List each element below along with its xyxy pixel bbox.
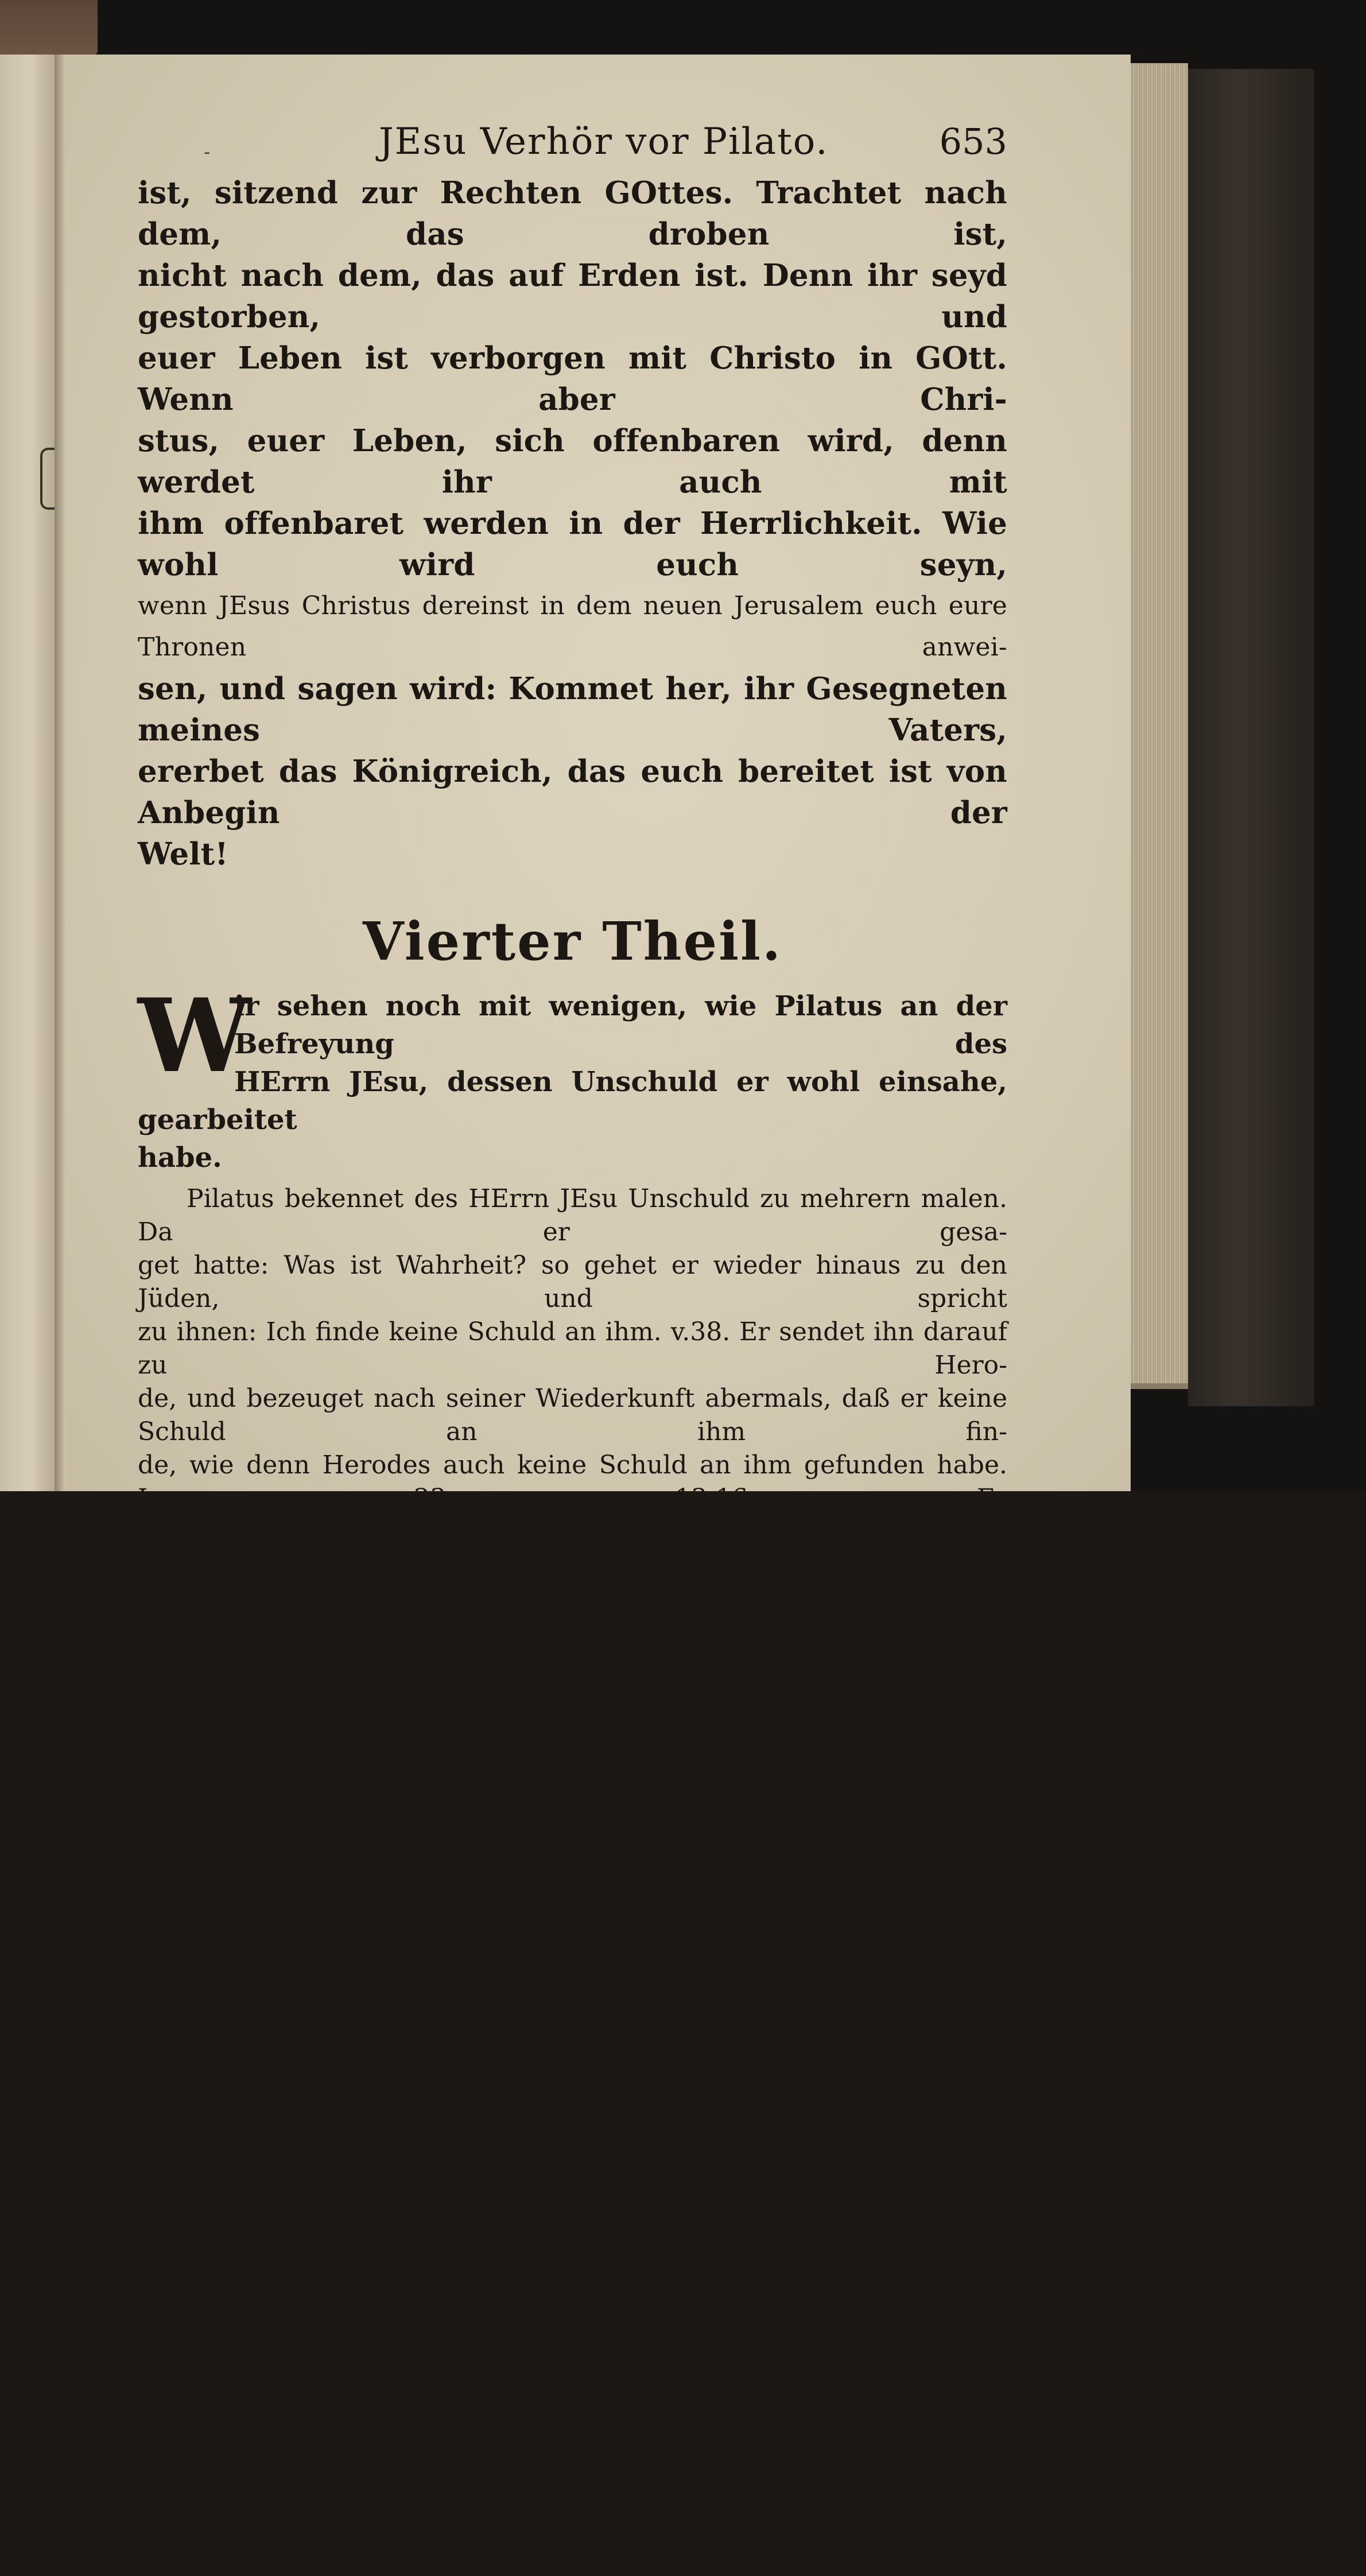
text-line: HErrn JEsu, dessen Unschuld er wohl einsahe, gearbeitet [138, 1066, 1007, 1136]
page-gutter [55, 55, 66, 1491]
text-line: So muß dann Pilatus mit diesem Zeugnisse, welches er ungezwungen und [138, 2058, 1007, 2120]
page-text [138, 109, 1007, 2576]
section-summary [138, 976, 1007, 1177]
text-line: ihm offenbaret werden in der Herrlichkeit. Wie wohl wird euch seyn, [138, 506, 1007, 583]
back-cover [1188, 69, 1314, 1406]
text-line: Gewichte. Denn es leget dasselbe ab der Richter; nach Untersuchung der an- [138, 1817, 1007, 1879]
text-line: de, und bezeuget nach seiner Wiederkunft abermals, daß er keine Schuld an ihm fin- [138, 1384, 1007, 1446]
catchword: nem [942, 2530, 1007, 2565]
text-line: Welt! [138, 836, 228, 872]
page-stack-edge [1131, 63, 1188, 1389]
header-mark: - [204, 141, 211, 164]
text-line: sen, und sagen wird: Kommet her, ihr Gesegneten meines Vaters, [138, 671, 1007, 748]
text-line: derer Jüden, welcher JEsum zum Tode bereits verurtheilet hatte, und ihn zum [138, 1950, 1007, 2012]
text-line: schuld Matth. 27, 23. Endlich spricht er: Ich bin unschuldig an dem [138, 1717, 1007, 1746]
page-header [138, 109, 1007, 172]
text-line: Pilatus bekennet des HErrn JEsu Unschuld zu mehrern malen. Da er gesa- [138, 1184, 1007, 1247]
text-line: ir sehen noch mit wenigen, wie Pilatus an der Befreyung des [234, 990, 1007, 1060]
text-line: de willen zerschlagen worden, wie Jesaias diß zuvor durch den Geist GOt- [138, 2324, 1007, 2387]
text-line: stus, euer Leben, sich offenbaren wird, denn werdet ihr auch mit [138, 423, 1007, 500]
text-line: de, wie denn Herodes auch keine Schuld an ihm gefunden habe. Luc. 23, 13-16. Er [138, 1450, 1007, 1513]
text-line: wenn JEsus Christus dereinst in dem neuen Jerusalem euch eure Thronen anwei- [138, 591, 1007, 662]
left-cover-corner [0, 0, 98, 55]
text-line: nicht nach dem, das auf Erden ist. Denn ihr seyd gestorben, und [138, 258, 1007, 335]
text-line: ererbet das Königreich, das euch bereitet ist von Anbegin der [138, 754, 1007, 831]
signature-mark: Nnnn 3 [591, 2530, 744, 2569]
text-line: creutziget ihn; denn ich finde keine Schuld an ihm Joh. 19, 6. Er fragt: [138, 1584, 1007, 1646]
text-line: sondern um unserer Missethat willen verwundet und um unserer Sün- [138, 2257, 1007, 2320]
text-line: ist, sitzend zur Rechten GOttes. Trachtet nach dem, das droben ist, [138, 175, 1007, 252]
text-line: aus dem Triebe seines Gewissens ableget, bestätigen, daß JEsus sey das un- [138, 2124, 1007, 2187]
text-line: Tode gebracht wissen wolte. [138, 2016, 503, 2046]
text-line: get hatte: Was ist Wahrheit? so gehet er wieder hinaus zu den Jüden, und spricht [138, 1251, 1007, 1313]
text-line: habe. [138, 1142, 222, 1174]
text-line: schuldige und unbefleckte Lamm GOttes, und daß er nicht um seiner eignen, [138, 2191, 1007, 2253]
intro-paragraph [138, 172, 1007, 875]
text-line: euer Leben ist verborgen mit Christo in GOtt. Wenn aber Chri- [138, 340, 1007, 417]
drop-cap: W [138, 976, 251, 1095]
text-line: Heyland hat gebüsset alle unsere Sünden-Schulden, und hat mit sei- [138, 2457, 1007, 2520]
page-footer [138, 2530, 1007, 2576]
running-title: JEsu Verhör vor Pilato. [379, 121, 829, 163]
page-number: 653 [939, 121, 1007, 162]
text-line: Blute dieses Gerechten, sehet ihr zu v. 24. Diß Zeugniß ist von grossem [138, 1750, 1007, 1813]
section-heading: Vierter Theil. [362, 910, 783, 972]
text-line: Was hat er denn Ubels gethan? und bezeuget damit abermals seine Un- [138, 1650, 1007, 1713]
body-paragraph-2 [138, 2056, 1007, 2522]
text-line: zu ihnen: Ich finde keine Schuld an ihm. v.38. Er sendet ihn darauf zu Hero- [138, 1317, 1007, 1380]
text-line: bezeuget zum dritten mal seine Unschuld, und spricht: Nehmet ihr ihn hin, und [138, 1517, 1007, 1580]
text-line: gebrachten Beschuldigungen; und zwar wider den gantzen hohen Rath [138, 1883, 1007, 1946]
left-page-edge [0, 55, 55, 1491]
text-line: tes bezeuget hat Jes. 53, 9. 4-6. 1 Petr. 1, 19. Dieser unschuldig leidende [138, 2391, 1007, 2453]
body-paragraph-1 [138, 1182, 1007, 2048]
